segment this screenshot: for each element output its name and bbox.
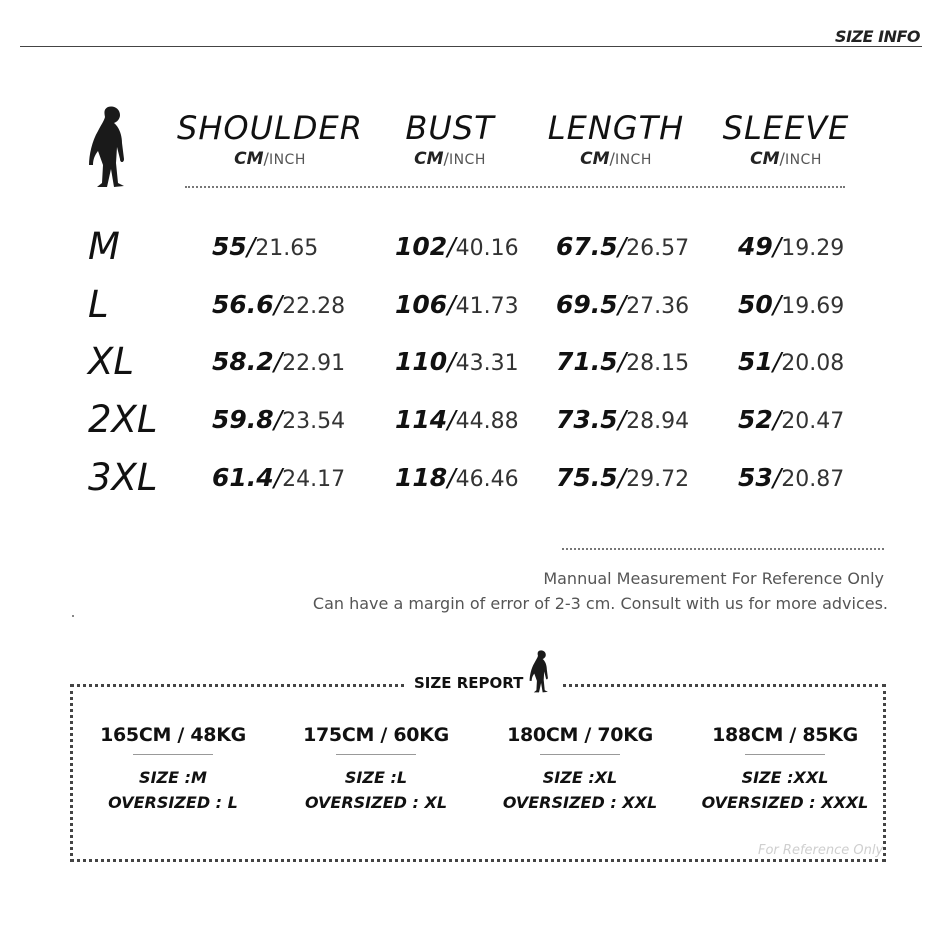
inch-value: 46.46 [455,467,519,492]
height-weight: 165CM / 48KG [100,724,246,746]
profile-divider [336,754,416,755]
size-profile [73,724,273,812]
size-profile [480,724,680,812]
cm-value: 75.5 [556,463,618,492]
cm-value: 56.6 [212,290,274,319]
cm-value: 50 [738,290,773,319]
table-cell [738,403,844,440]
inch-value: 19.69 [781,294,845,319]
table-cell [738,345,844,382]
value-separator: / [447,405,456,434]
profile-divider [745,754,825,755]
size-label: M [88,225,120,268]
table-cell [556,345,689,382]
table-cell [395,461,519,498]
column-title: SHOULDER [177,109,363,147]
unit-cm: CM [580,149,610,169]
cm-value: 52 [738,405,773,434]
value-separator: / [447,232,456,261]
table-cell [738,288,844,325]
recommended-size: SIZE :XL [542,768,618,787]
column-units [691,149,881,169]
table-cell [212,461,345,498]
size-label: L [88,283,109,326]
size-label: XL [88,340,134,383]
inch-value: 41.73 [455,294,519,319]
inch-value: 44.88 [455,409,519,434]
inch-value: 26.57 [626,236,690,261]
value-separator: / [772,347,782,376]
inch-value: 22.91 [282,351,346,376]
cm-value: 110 [395,347,448,376]
column-header-length [521,110,711,169]
notes-dotted-divider [562,548,884,550]
unit-inch: INCH [614,152,652,168]
unit-cm: CM [750,149,780,169]
cm-value: 61.4 [212,463,274,492]
table-cell [212,345,345,382]
column-units [355,149,545,169]
inch-value: 28.15 [626,351,690,376]
size-label: 2XL [88,398,158,441]
value-separator: / [273,290,283,319]
ape-figure-icon [84,103,130,189]
header-divider [20,46,922,47]
size-profile [685,724,885,812]
value-separator: / [617,232,627,261]
inch-value: 21.65 [255,236,319,261]
table-cell [738,230,844,267]
value-separator: / [772,405,782,434]
profile-divider [133,754,213,755]
unit-inch: INCH [784,152,822,168]
inch-value: 22.28 [282,294,346,319]
inch-value: 40.16 [455,236,519,261]
table-cell [395,345,519,382]
table-cell [212,288,345,325]
column-units [521,149,711,169]
column-units [175,149,365,169]
value-separator: / [246,232,256,261]
unit-separator: / [609,149,615,168]
table-cell [395,230,519,267]
oversized-size: OVERSIZED : XL [304,793,448,812]
inch-value: 43.31 [455,351,519,376]
cm-value: 67.5 [556,232,618,261]
column-header-shoulder [175,110,365,169]
header-dotted-divider [185,186,845,188]
inch-value: 29.72 [626,467,690,492]
size-profile [276,724,476,812]
margin-note: Can have a margin of error of 2-3 cm. Consult with us for more advices. [312,594,888,613]
value-separator: / [772,232,782,261]
value-separator: / [772,290,782,319]
size-report-header [404,640,561,696]
profile-divider [540,754,620,755]
cm-value: 114 [395,405,448,434]
ape-figure-icon [527,646,551,696]
inch-value: 23.54 [282,409,346,434]
cm-value: 118 [395,463,448,492]
cm-value: 102 [395,232,448,261]
column-title: BUST [405,109,495,147]
column-header-bust [355,110,545,169]
table-cell [395,288,519,325]
cm-value: 53 [738,463,773,492]
inch-value: 20.08 [781,351,845,376]
height-weight: 175CM / 60KG [303,724,449,746]
value-separator: / [273,347,283,376]
oversized-size: OVERSIZED : XXXL [701,793,869,812]
value-separator: / [273,463,283,492]
cm-value: 59.8 [212,405,274,434]
measurement-note: Mannual Measurement For Reference Only [543,569,884,588]
value-separator: / [617,290,627,319]
value-separator: / [447,290,456,319]
column-title: SLEEVE [722,109,850,147]
recommended-size: SIZE :L [344,768,408,787]
inch-value: 19.29 [781,236,845,261]
cm-value: 106 [395,290,448,319]
oversized-size: OVERSIZED : L [108,793,238,812]
cm-value: 49 [738,232,773,261]
inch-value: 28.94 [626,409,690,434]
table-cell [556,288,689,325]
value-separator: / [447,463,456,492]
column-title: LENGTH [547,109,685,147]
reference-note: For Reference Only [758,843,884,858]
size-report-title: SIZE REPORT [414,674,524,692]
recommended-size: SIZE :M [139,768,207,787]
cm-value: 73.5 [556,405,618,434]
table-cell [212,403,345,440]
inch-value: 24.17 [282,467,346,492]
height-weight: 188CM / 85KG [712,724,858,746]
height-weight: 180CM / 70KG [507,724,653,746]
unit-inch: INCH [268,152,306,168]
table-cell [556,461,689,498]
inch-value: 20.87 [781,467,845,492]
unit-cm: CM [414,149,444,169]
column-header-sleeve [691,110,881,169]
cm-value: 51 [738,347,773,376]
cm-value: 71.5 [556,347,618,376]
table-cell [738,461,844,498]
unit-separator: / [779,149,785,168]
value-separator: / [617,405,627,434]
unit-inch: INCH [448,152,486,168]
recommended-size: SIZE :XXL [741,768,829,787]
oversized-size: OVERSIZED : XXL [502,793,658,812]
table-cell [212,230,318,267]
cm-value: 55 [212,232,247,261]
value-separator: / [617,463,627,492]
value-separator: / [447,347,456,376]
table-cell [556,230,689,267]
page-title: SIZE INFO [835,27,920,46]
cm-value: 69.5 [556,290,618,319]
table-cell [395,403,519,440]
unit-separator: / [443,149,449,168]
value-separator: / [617,347,627,376]
table-cell [556,403,689,440]
inch-value: 27.36 [626,294,690,319]
cm-value: 58.2 [212,347,274,376]
value-separator: / [772,463,782,492]
value-separator: / [273,405,283,434]
stray-dot [72,615,74,617]
size-label: 3XL [88,456,158,499]
unit-cm: CM [234,149,264,169]
unit-separator: / [263,149,269,168]
inch-value: 20.47 [781,409,845,434]
